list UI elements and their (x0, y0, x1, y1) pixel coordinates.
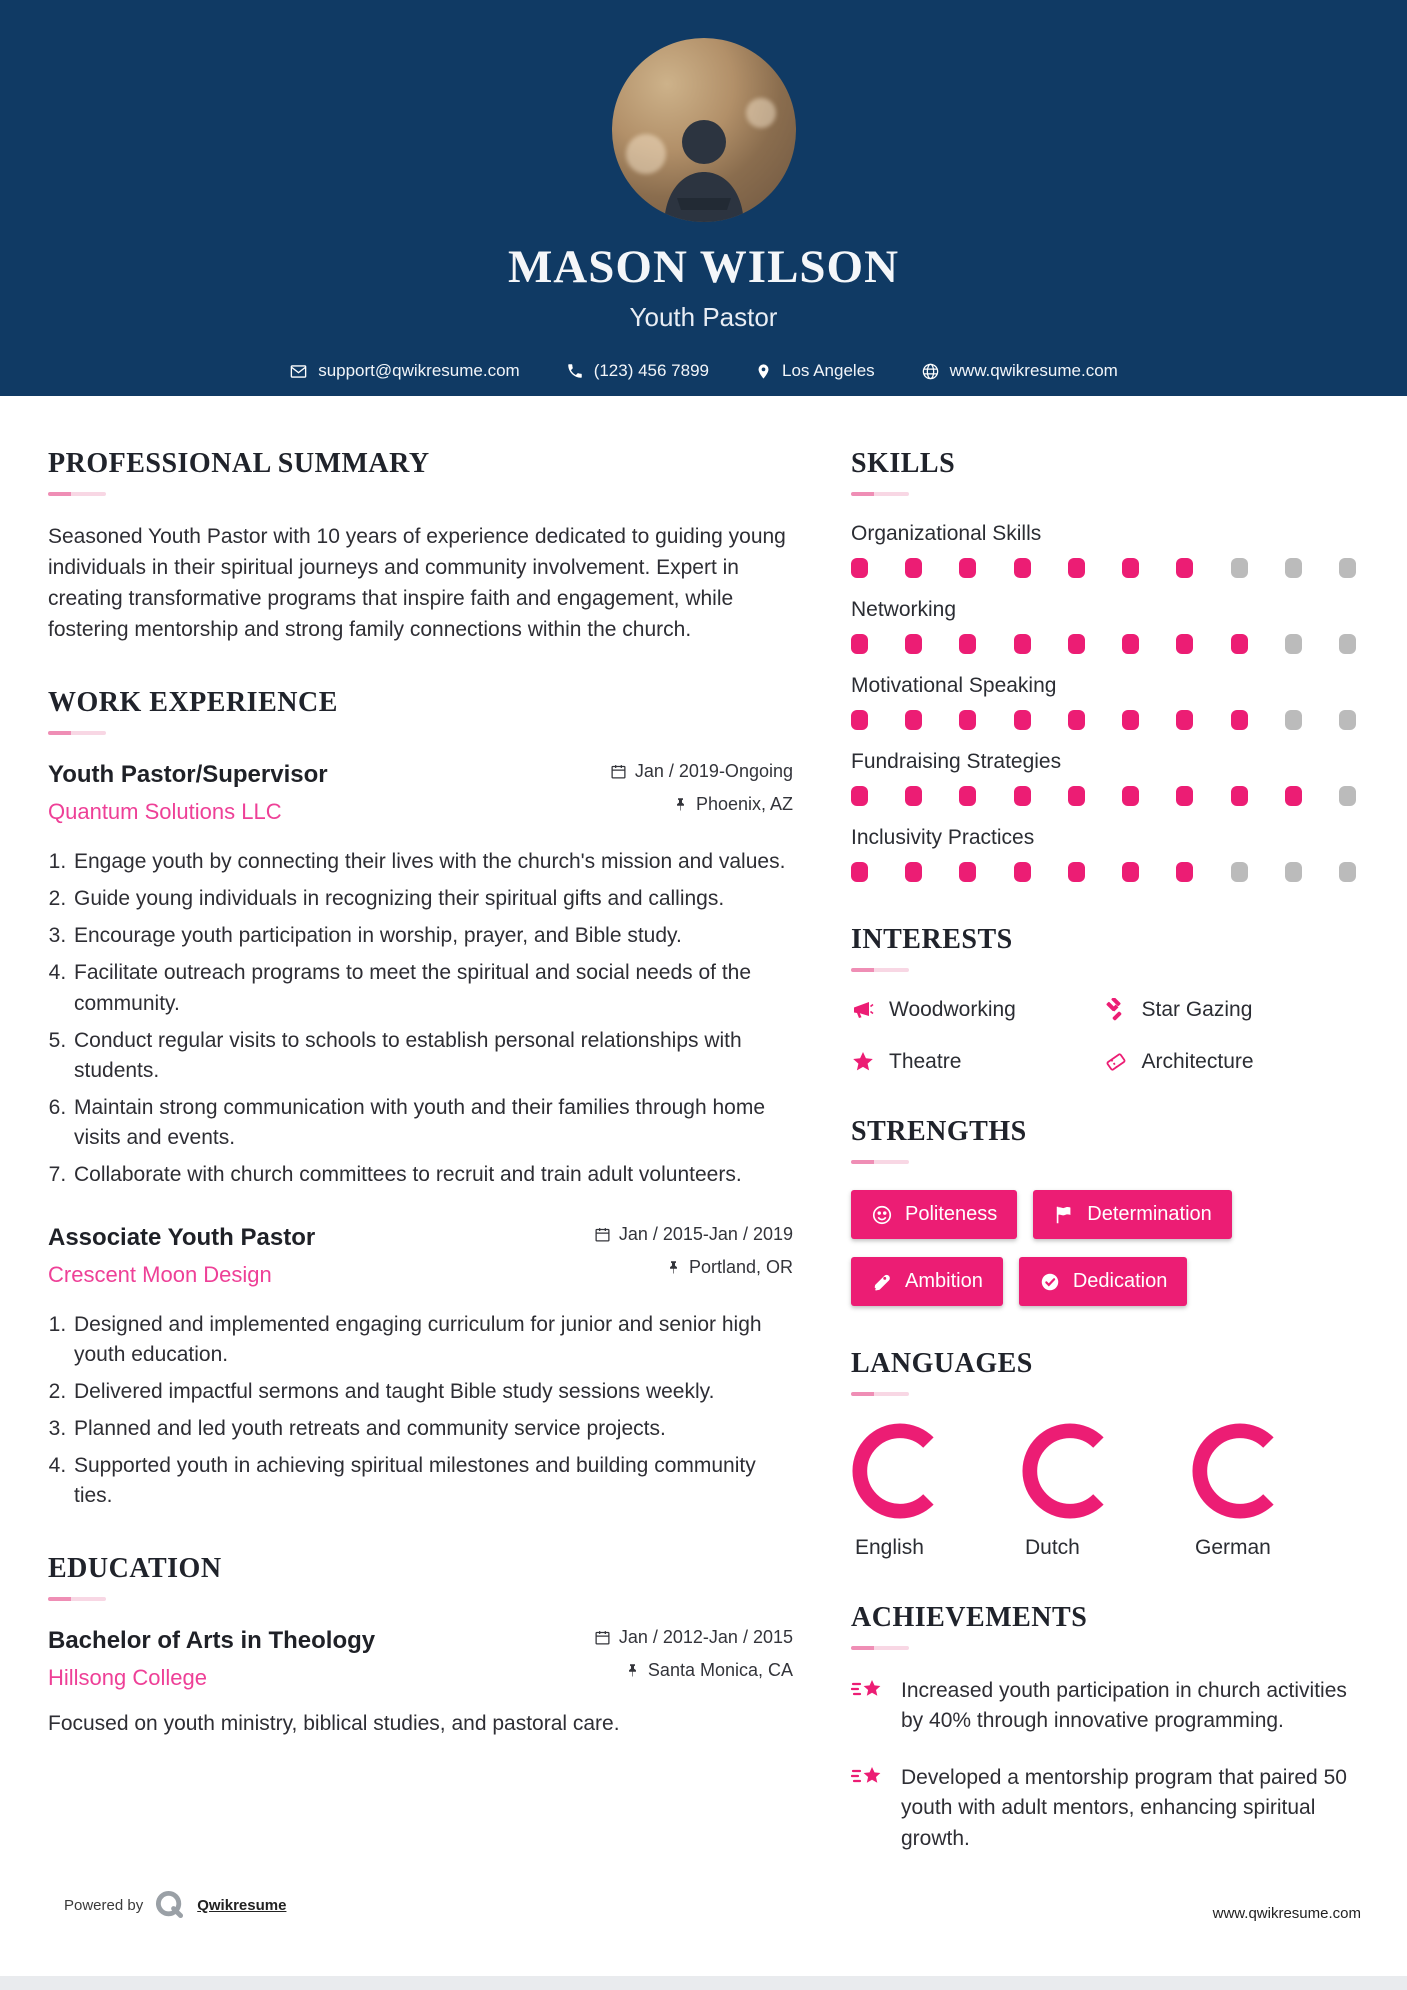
section-heading: ACHIEVEMENTS (851, 1602, 1088, 1633)
job-bullet: 1. Engage youth by connecting their lives with the church's mission and values. (72, 847, 793, 877)
skill-dot-filled (1068, 634, 1085, 654)
job-bullet: 2. Guide young individuals in recognizing their spiritual gifts and callings. (72, 884, 793, 914)
skill-dot-empty (1339, 862, 1356, 882)
skill-dot-filled (959, 634, 976, 654)
language-item (1021, 1422, 1119, 1560)
bottom-strip (0, 1976, 1407, 1990)
skill-dot-filled (1176, 710, 1193, 730)
language-item (851, 1422, 949, 1560)
smiley-icon (871, 1204, 893, 1226)
heading-underline (48, 731, 106, 735)
interest-item: Star Gazing (1104, 998, 1357, 1022)
skill-dot-filled (1231, 634, 1248, 654)
school-name: Hillsong College (48, 1664, 207, 1690)
section-heading: INTERESTS (851, 924, 1013, 955)
candidate-title: Youth Pastor (629, 302, 778, 332)
job-location: Phoenix, AZ (695, 794, 793, 815)
language-item (1191, 1422, 1289, 1560)
header (0, 0, 1407, 396)
shooting-star-icon (851, 1765, 885, 1795)
skill-dot-filled (959, 786, 976, 806)
section-heading: PROFESSIONAL SUMMARY (48, 448, 430, 479)
skill-name: Motivational Speaking (851, 674, 1057, 697)
contact-website[interactable]: www.qwikresume.com (921, 361, 1118, 381)
skill-dot-filled (1068, 862, 1085, 882)
job-bullet: 3. Encourage youth participation in worship, prayer, and Bible study. (72, 921, 793, 951)
heading-underline (851, 492, 909, 496)
section-skills (851, 448, 1356, 882)
job-company: Crescent Moon Design (48, 1261, 272, 1287)
skill-dot-empty (1285, 558, 1302, 578)
language-gauge (851, 1422, 949, 1520)
skill-dot-filled (1122, 786, 1139, 806)
job-location: Portland, OR (688, 1256, 793, 1277)
pushpin-icon (666, 1259, 681, 1276)
job-meta (583, 1224, 793, 1290)
skill-row (851, 674, 1356, 730)
section-heading: LANGUAGES (851, 1348, 1033, 1379)
skill-dot-filled (1231, 786, 1248, 806)
job-bullet: 5. Conduct regular visits to schools to establish personal relationships with students. (72, 1026, 793, 1086)
skill-rating (851, 710, 1356, 730)
language-gauge (1021, 1422, 1119, 1520)
education-location: Santa Monica, CA (647, 1659, 793, 1680)
skill-rating (851, 558, 1356, 578)
job-date: Jan / 2019-Ongoing (634, 761, 793, 782)
profile-photo (612, 38, 796, 222)
location-pin-icon (755, 362, 772, 381)
check-circle-icon (1039, 1271, 1061, 1293)
skill-name: Networking (851, 598, 957, 621)
contact-phone[interactable]: (123) 456 7899 (566, 361, 709, 381)
education-note: Focused on youth ministry, biblical studies, and pastoral care. (48, 1711, 620, 1735)
flag-icon (1053, 1204, 1075, 1226)
skill-rating (851, 786, 1356, 806)
job-date: Jan / 2015-Jan / 2019 (618, 1223, 793, 1244)
skill-dot-filled (1176, 634, 1193, 654)
job-title: Associate Youth Pastor (48, 1223, 316, 1251)
section-heading: SKILLS (851, 448, 956, 479)
education-meta (583, 1627, 793, 1693)
skill-dot-filled (1285, 786, 1302, 806)
achievement-text: Developed a mentorship program that paired 50 youth with adult mentors, enhancing spiritual growth. (901, 1765, 1347, 1850)
skill-dot-filled (1122, 862, 1139, 882)
heading-underline (851, 1160, 909, 1164)
shooting-star-icon (851, 1678, 885, 1708)
skill-dot-filled (905, 862, 922, 882)
skill-dot-empty (1339, 634, 1356, 654)
achievement-text: Increased youth participation in church activities by 40% through innovative programming. (901, 1679, 1347, 1733)
skill-dot-filled (1068, 558, 1085, 578)
skill-dot-filled (1014, 558, 1031, 578)
qwikresume-logo (153, 1888, 187, 1922)
left-column (48, 448, 793, 1896)
qwikresume-link[interactable]: Qwikresume (197, 1896, 287, 1914)
section-heading: EDUCATION (48, 1552, 222, 1584)
heading-underline (851, 968, 909, 972)
summary-text: Seasoned Youth Pastor with 10 years of experience dedicated to guiding young individuals in their spiritual journeys and community involvement. Expert in creating transformative programs that inspire faith and engagement, while fostering mentorship and strong family connections within the church. (48, 525, 786, 641)
contact-email[interactable]: support@qwikresume.com (289, 361, 520, 381)
skill-row (851, 750, 1356, 806)
job-entry (48, 761, 793, 1189)
section-professional-summary (48, 448, 793, 645)
skill-dot-filled (1014, 862, 1031, 882)
skill-dot-filled (905, 634, 922, 654)
skill-dot-filled (1176, 558, 1193, 578)
gavel-icon (1104, 998, 1128, 1022)
skill-dot-filled (905, 786, 922, 806)
skill-name: Fundraising Strategies (851, 750, 1062, 773)
footer-website[interactable]: www.qwikresume.com (1212, 1905, 1361, 1922)
job-company: Quantum Solutions LLC (48, 799, 282, 825)
skill-dot-filled (905, 558, 922, 578)
achievement-item (851, 1763, 1356, 1854)
language-gauge (1191, 1422, 1289, 1520)
skill-dot-filled (905, 710, 922, 730)
skill-dot-filled (1014, 786, 1031, 806)
skill-dot-filled (1068, 710, 1085, 730)
job-meta (583, 761, 793, 827)
skill-dot-filled (851, 558, 868, 578)
phone-icon (566, 362, 584, 380)
skill-name: Inclusivity Practices (851, 826, 1035, 849)
calendar-icon (610, 763, 627, 780)
skill-dot-empty (1339, 786, 1356, 806)
section-work-experience (48, 687, 793, 1510)
heading-underline (851, 1646, 909, 1650)
contact-location[interactable]: Los Angeles (755, 361, 875, 381)
section-heading: STRENGTHS (851, 1116, 1027, 1147)
skill-dot-filled (959, 558, 976, 578)
job-bullet: 3. Planned and led youth retreats and community service projects. (72, 1414, 793, 1444)
skill-dot-filled (851, 710, 868, 730)
main-content (0, 396, 1407, 1896)
education-date: Jan / 2012-Jan / 2015 (618, 1626, 793, 1647)
rocket-icon (871, 1271, 893, 1293)
star-icon (851, 1050, 875, 1074)
globe-icon (921, 362, 940, 381)
strength-pill: Politeness (851, 1190, 1017, 1239)
section-strengths (851, 1116, 1356, 1306)
pushpin-icon (673, 796, 688, 813)
person-silhouette (629, 108, 779, 222)
language-label: Dutch (1025, 1536, 1080, 1559)
skill-dot-filled (959, 862, 976, 882)
interests-grid (851, 998, 1356, 1074)
ticket-icon (1104, 1050, 1128, 1074)
skill-dot-empty (1339, 558, 1356, 578)
calendar-icon (594, 1226, 611, 1243)
skill-dot-filled (851, 862, 868, 882)
skill-dot-filled (851, 786, 868, 806)
job-bullet: 2. Delivered impactful sermons and taught Bible study sessions weekly. (72, 1377, 793, 1407)
job-bullets (72, 847, 793, 1189)
skill-dot-filled (851, 634, 868, 654)
job-bullets (72, 1310, 793, 1511)
skill-row (851, 598, 1356, 654)
heading-underline (48, 492, 106, 496)
skill-dot-filled (959, 710, 976, 730)
skill-dot-empty (1285, 710, 1302, 730)
interest-item: Architecture (1104, 1050, 1357, 1074)
powered-by-label: Powered by (64, 1896, 144, 1914)
heading-underline (48, 1597, 106, 1601)
interest-item: Woodworking (851, 998, 1104, 1022)
pushpin-icon (625, 1662, 640, 1679)
strength-pill: Determination (1033, 1190, 1232, 1239)
contact-bar (289, 361, 1118, 381)
skill-rating (851, 634, 1356, 654)
megaphone-icon (851, 998, 875, 1022)
skill-dot-empty (1285, 862, 1302, 882)
section-languages (851, 1348, 1356, 1560)
job-entry (48, 1224, 793, 1511)
skill-dot-filled (1122, 710, 1139, 730)
language-label: English (855, 1536, 924, 1559)
skill-dot-filled (1014, 710, 1031, 730)
skill-row (851, 522, 1356, 578)
skill-dot-filled (1122, 634, 1139, 654)
skill-dot-filled (1068, 786, 1085, 806)
job-bullet: 6. Maintain strong communication with youth and their families through home visits and events. (72, 1093, 793, 1153)
skill-dot-filled (1122, 558, 1139, 578)
skill-dot-empty (1285, 634, 1302, 654)
skill-dot-empty (1231, 558, 1248, 578)
skill-dot-filled (1014, 634, 1031, 654)
job-bullet: 4. Supported youth in achieving spiritual milestones and building community ties. (72, 1451, 793, 1511)
strength-pill: Ambition (851, 1257, 1003, 1306)
skill-dot-filled (1176, 786, 1193, 806)
calendar-icon (594, 1629, 611, 1646)
achievement-item (851, 1676, 1356, 1737)
job-title: Youth Pastor/Supervisor (48, 761, 328, 789)
skill-name: Organizational Skills (851, 522, 1042, 545)
skill-dot-empty (1231, 862, 1248, 882)
interest-item: Theatre (851, 1050, 1104, 1074)
job-bullet: 1. Designed and implemented engaging curriculum for junior and senior high youth education. (72, 1310, 793, 1370)
strength-pill: Dedication (1019, 1257, 1188, 1306)
section-education (48, 1553, 793, 1739)
job-bullet: 7. Collaborate with church committees to recruit and train adult volunteers. (72, 1160, 793, 1190)
job-bullet: 4. Facilitate outreach programs to meet the spiritual and social needs of the community. (72, 958, 793, 1018)
skill-dot-filled (1176, 862, 1193, 882)
languages-list (851, 1422, 1356, 1560)
candidate-name: MASON WILSON (507, 241, 900, 293)
skill-dot-empty (1339, 710, 1356, 730)
footer-branding (64, 1888, 286, 1922)
email-icon (289, 362, 308, 381)
section-interests (851, 924, 1356, 1074)
degree-title: Bachelor of Arts in Theology (48, 1626, 376, 1654)
skill-row (851, 826, 1356, 882)
language-label: German (1195, 1536, 1271, 1559)
strength-pills (851, 1190, 1356, 1306)
skill-dot-filled (1231, 710, 1248, 730)
section-achievements (851, 1602, 1356, 1854)
heading-underline (851, 1392, 909, 1396)
right-column (851, 448, 1356, 1896)
skill-rating (851, 862, 1356, 882)
section-heading: WORK EXPERIENCE (48, 687, 338, 719)
